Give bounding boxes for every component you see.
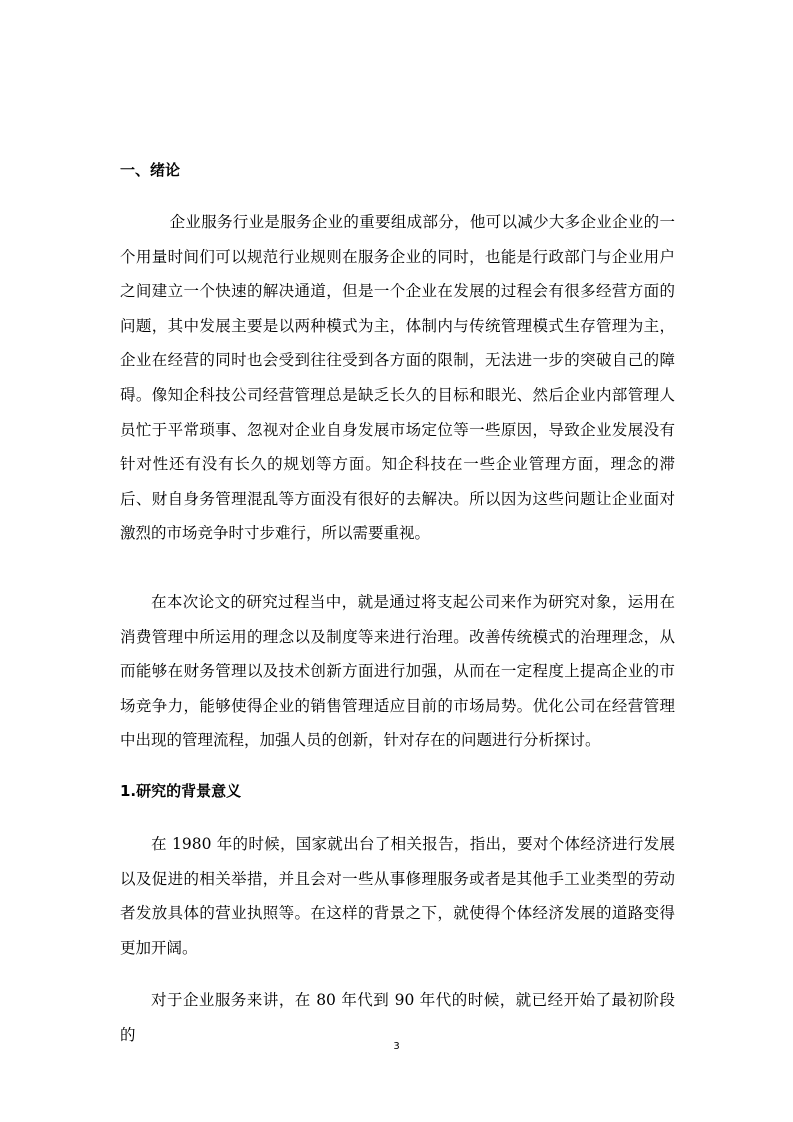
subsection-heading: 1.研究的背景意义 <box>120 782 242 800</box>
page-number: 3 <box>393 1041 400 1052</box>
background-paragraph-1: 在 1980 年的时候，国家就出台了相关报告，指出，要对个体经济进行发展以及促进的相关举措，并且会对一些从事修理服务或者是其他手工业类型的劳动者发放具体的营业执照等。在这样的背景之下，就使得个体经济发展的道路变得更加开阔。 <box>120 835 675 957</box>
intro-paragraph-2: 在本次论文的研究过程当中，就是通过将支起公司来作为研究对象，运用在消费管理中所运用的理念以及制度等来进行治理。改善传统模式的治理理念，从而能够在财务管理以及技术创新方面进行加强，从而在一定程度上提高企业的市场竞争力，能够使得企业的销售管理适应目前的市场局势。优化公司在经营管理中出现的管理流程，加强人员的创新，针对存在的问题进行分析探讨。 <box>120 593 675 750</box>
background-paragraph-2: 对于企业服务来讲，在 80 年代到 90 年代的时候，就已经开始了最初阶段的 <box>120 991 675 1044</box>
intro-paragraph-1: 企业服务行业是服务企业的重要组成部分，他可以减少大多企业企业的一个用量时间们可以规范行业规则在服务企业的同时，也能是行政部门与企业用户之间建立一个快速的解决通道，但是一个企业在发展的过程会有很多经营方面的问题，其中发展主要是以两种模式为主，体制内与传统管理模式生存管理为主，企业在经营的同时也会受到往往受到各方面的限制，无法进一步的突破自己的障碍。像知企科技公司经营管理总是缺乏长久的目标和眼光、然后企业内部管理人员忙于平常琐事、忽视对企业自身发展市场定位等一些原因，导致企业发展没有针对性还有没有长久的规划等方面。知企科技在一些企业管理方面，理念的滞后、财自身务管理混乱等方面没有很好的去解决。所以因为这些问题让企业面对激烈的市场竞争时寸步难行，所以需要重视。 <box>120 213 675 543</box>
section-heading: 一、绪论 <box>120 161 181 179</box>
